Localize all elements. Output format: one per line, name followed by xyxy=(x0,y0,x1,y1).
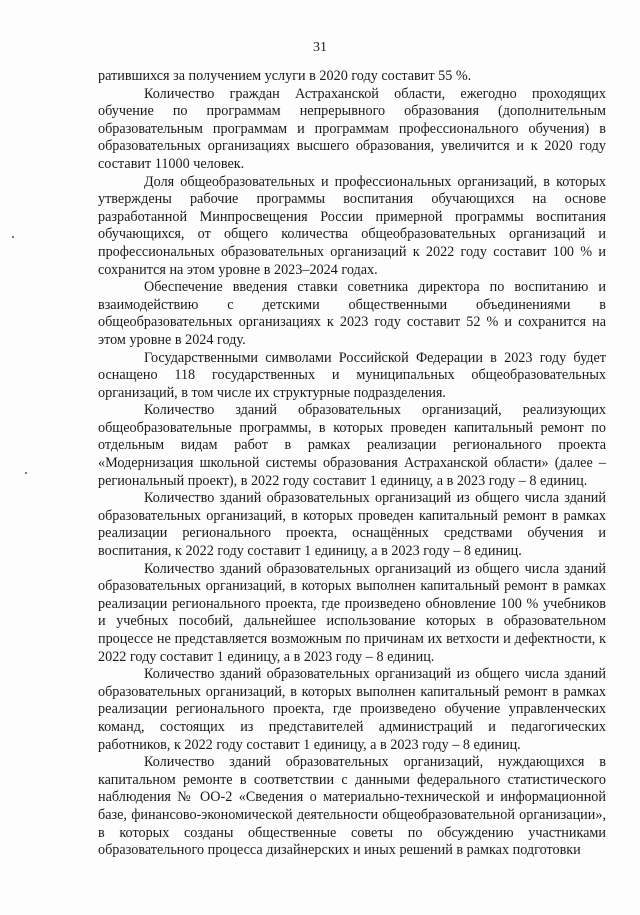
paragraph: Количество зданий образовательных организаций, нуждающихся в капитальном ремонте в соответствии с данными федерального статистического наблюдения № ОО-2 «Сведения о материально-технической и информационной базе, финансово-экономической деятельности общеобразовательной организации», в которых созданы общественные советы по обсуждению участниками образовательного процесса дизайнерских и иных решений в рамках подготовки xyxy=(98,754,606,859)
paragraph: Количество зданий образовательных организаций из общего числа зданий образовательных организаций, в которых проведен капитальный ремонт в рамках реализации регионального проекта, оснащённых средствами обучения и воспитания, к 2022 году составит 1 единицу, а в 2023 году – 8 единиц. xyxy=(98,490,606,560)
document-body xyxy=(98,68,606,860)
scan-speck xyxy=(12,236,14,238)
paragraph: Количество граждан Астраханской области, ежегодно проходящих обучение по программам непрерывного образования (дополнительным образовательным программам и программам профессионального обучения) в образовательных организациях высшего образования, увеличится и к 2020 году составит 11000 человек. xyxy=(98,85,606,172)
paragraph: Количество зданий образовательных организаций из общего числа зданий образовательных организаций, в которых выполнен капитальный ремонт в рамках реализации регионального проекта, где произведено обновление 100 % учебников и учебных пособий, дальнейшее использование которых в образовательном процессе не представляется возможным по причинам их ветхости и дефектности, к 2022 году составит 1 единицу, а в 2023 году – 8 единиц. xyxy=(98,560,606,665)
scan-speck xyxy=(25,472,27,474)
paragraph: Количество зданий образовательных организаций, реализующих общеобразовательные программы, в которых проведен капитальный ремонт по отдельным видам работ в рамках реализации регионального проекта «Модернизация школьной системы образования Астраханской области» (далее – региональный проект), в 2022 году составит 1 единицу, а в 2023 году – 8 единиц. xyxy=(98,402,606,489)
paragraph: Государственными символами Российской Федерации в 2023 году будет оснащено 118 государственных и муниципальных общеобразовательных организаций, в том числе их структурные подразделения. xyxy=(98,349,606,401)
paragraph: ратившихся за получением услуги в 2020 году составит 55 %. xyxy=(98,68,472,84)
paragraph: Обеспечение введения ставки советника директора по воспитанию и взаимодействию с детскими общественными объединениями в общеобразовательных организациях к 2023 году составит 52 % и сохранится на этом уровне в 2024 году. xyxy=(98,279,606,348)
paragraph: Доля общеобразовательных и профессиональных организаций, в которых утверждены рабочие программы воспитания обучающихся на основе разработанной Минпросвещения России примерной программы воспитания обучающихся, от общего количества общеобразовательных организаций и профессиональных образовательных организаций к 2022 году составит 100 % и сохранится на этом уровне в 2023–2024 годах. xyxy=(98,173,606,278)
page-number: 31 xyxy=(313,40,327,55)
paragraph: Количество зданий образовательных организаций из общего числа зданий образовательных организаций, в которых выполнен капитальный ремонт в рамках реализации регионального проекта, где произведено обучение управленческих команд, состоящих из представителей администраций и педагогических работников, к 2022 году составит 1 единицу, а в 2023 году – 8 единиц. xyxy=(98,666,606,753)
